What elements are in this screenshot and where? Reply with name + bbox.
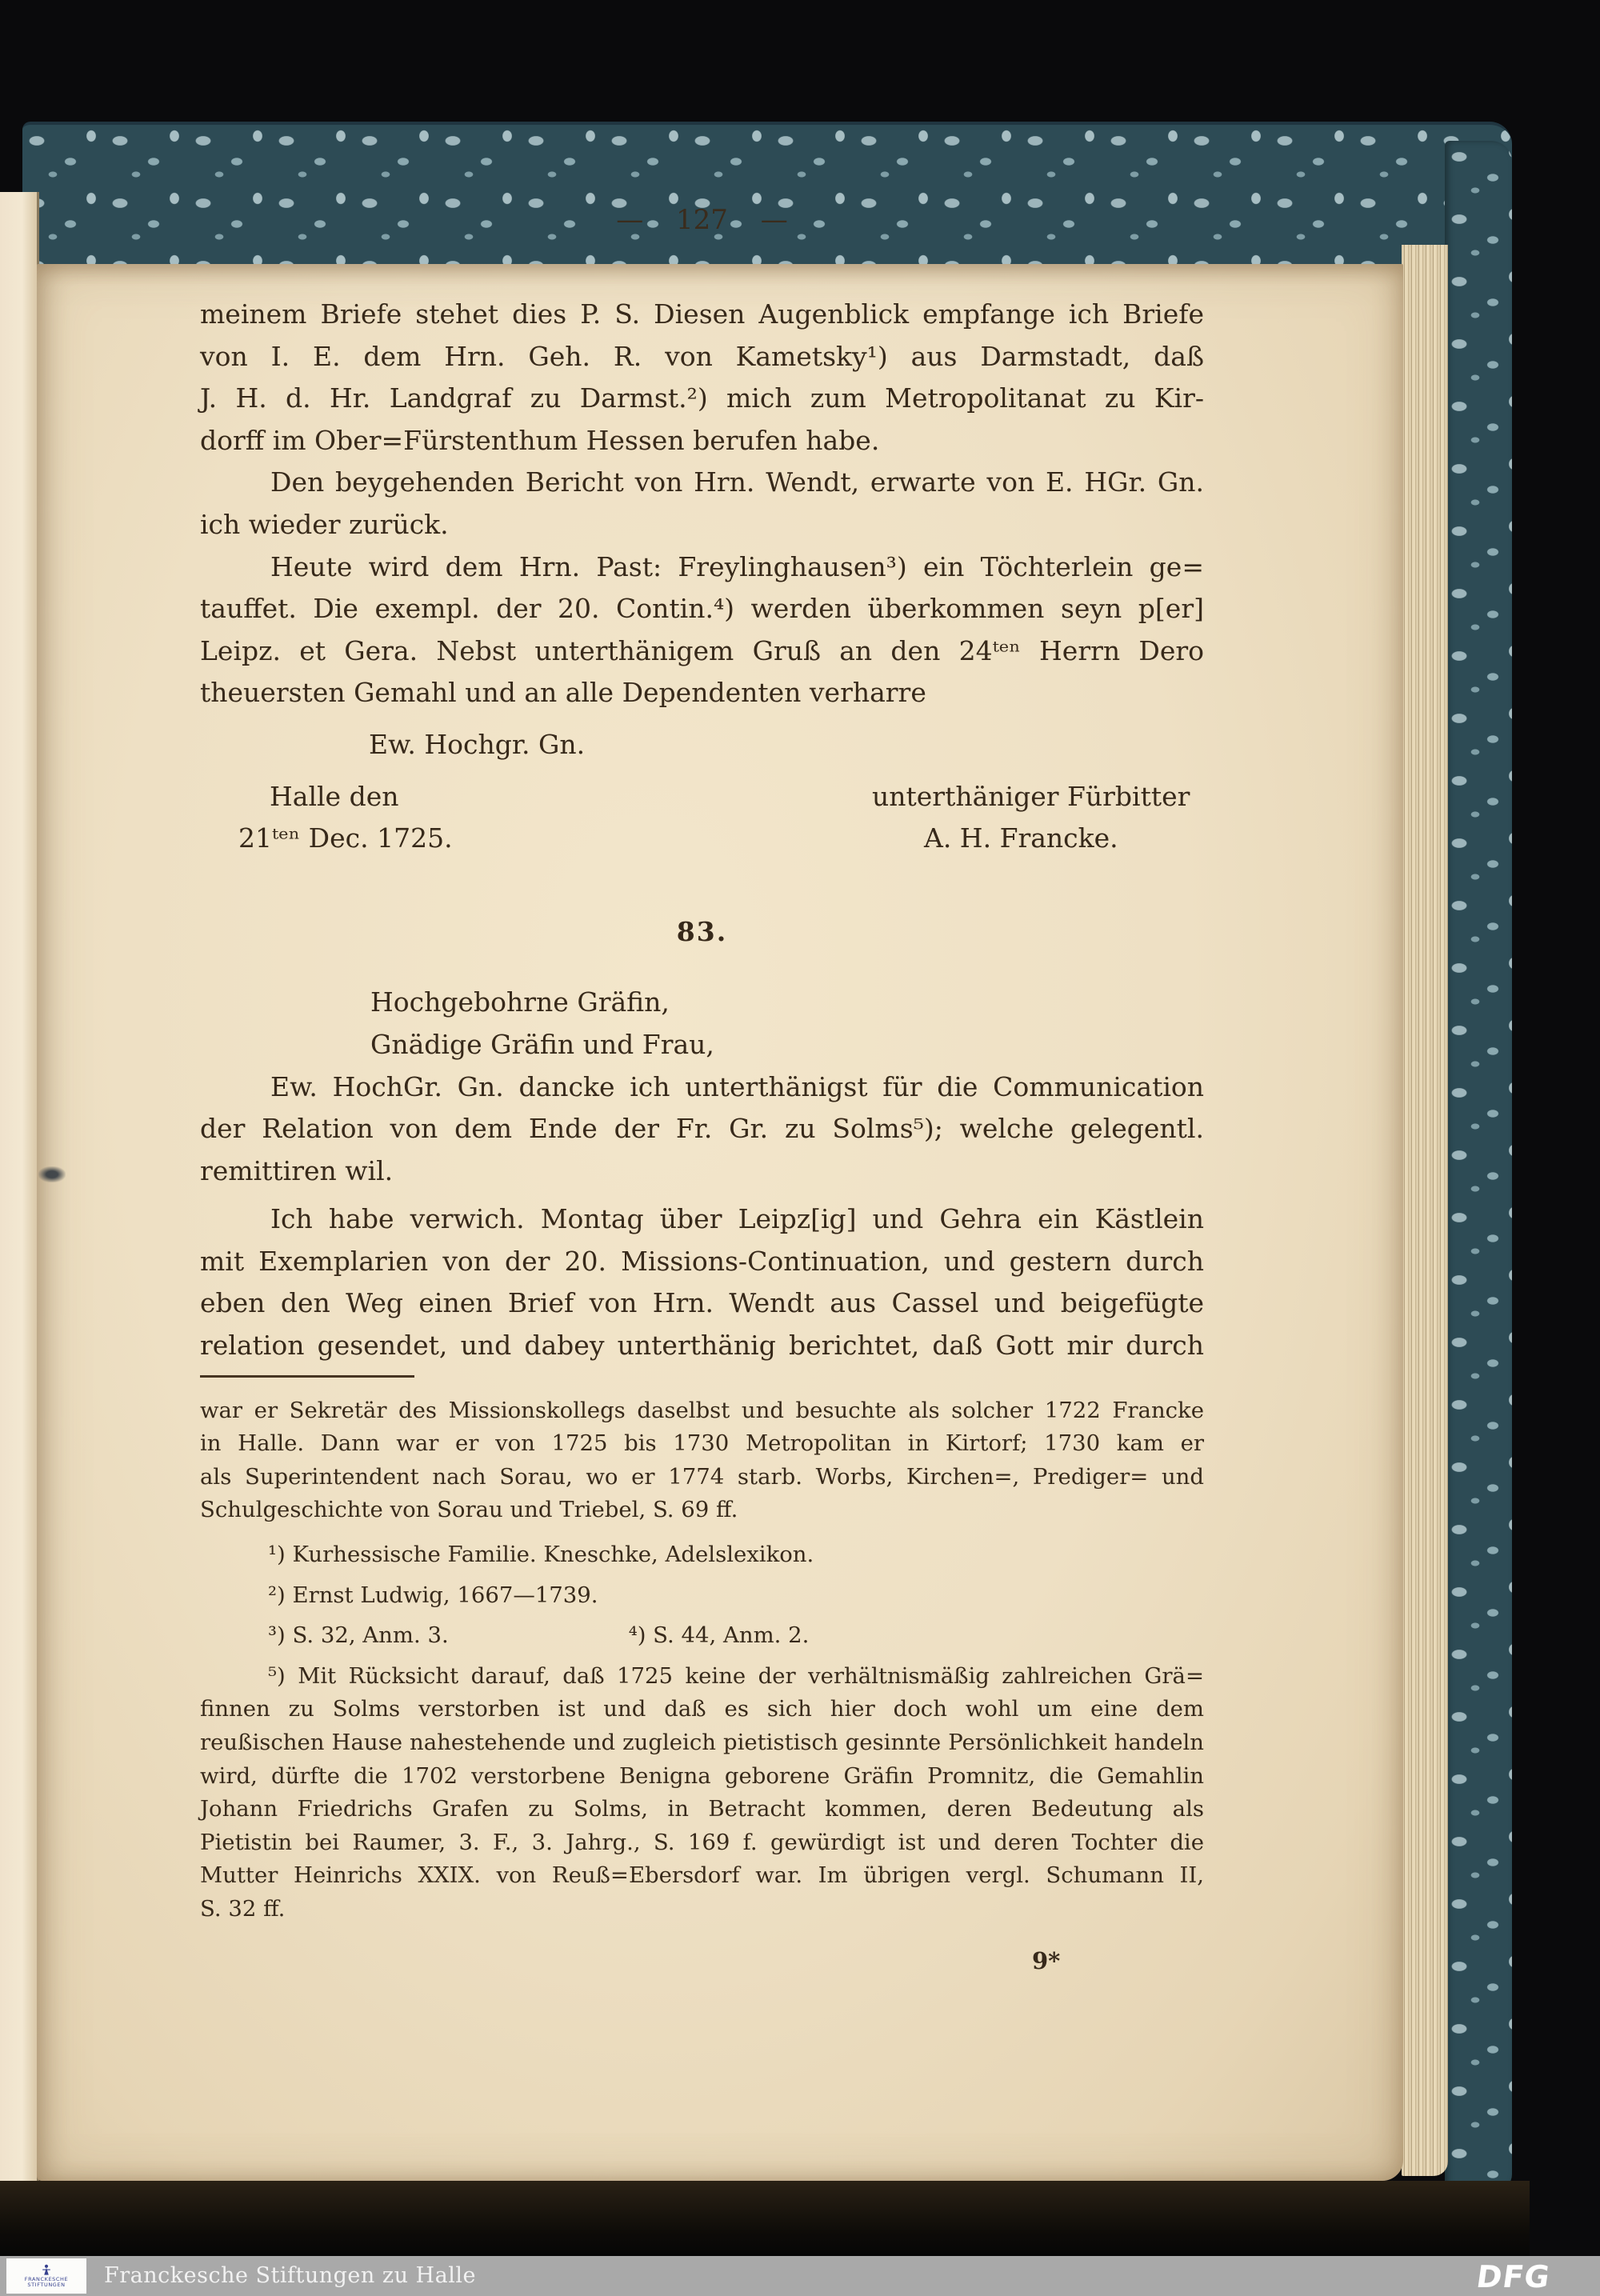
text-line: theuersten Gemahl und an alle Dependenten verharre [200,677,926,709]
footnote-line: war er Sekretär des Missionskollegs daselbst und besuchte als solcher 1722 Francke [200,1397,1204,1423]
footnote-5-line: reußischen Hause nahestehende und zugleich pietistisch gesinnte Persönlichkeit handeln [200,1730,1204,1755]
footnote-2: ²) Ernst Ludwig, 1667—1739. [268,1582,598,1608]
book-fore-edge-pages [1402,245,1448,2176]
page-text-block [200,204,1204,1978]
text-line: ich wieder zurück. [200,508,449,540]
book-cover-right-marbled-edge [1445,141,1512,2190]
franckesche-logo-icon [40,2264,53,2277]
text-line: remittiren wil. [200,1154,394,1186]
footnote-5-line: Mutter Heinrichs XXIX. von Reuß=Ebersdorf war. Im übrigen vergl. Schumann II, [200,1862,1204,1889]
digitization-footer-bar [0,2256,1600,2296]
footnote-5-line: Johann Friedrichs Grafen zu Solms, in Betracht kommen, deren Bedeutung als [200,1796,1204,1822]
text-line: meinem Briefe stehet dies P. S. Diesen Augenblick empfange ich Briefe [200,298,1204,330]
salutation-line: Gnädige Gräfin und Frau, [370,1028,714,1060]
valediction: unterthäniger Fürbitter [872,780,1190,812]
letter-number-heading: 83. [676,915,728,947]
author-signature: A. H. Francke. [924,822,1118,854]
footnote-line: Schulgeschichte von Sorau und Triebel, S. 69 ff. [200,1497,738,1523]
text-line: relation gesendet, und dabey unterthänig berichtet, daß Gott mir durch [200,1330,1204,1362]
text-line: eben den Weg einen Brief von Hrn. Wendt aus Cassel und beigefügte [200,1287,1204,1319]
footnote-4: ⁴) S. 44, Anm. 2. [628,1622,810,1649]
text-line: von I. E. dem Hrn. Geh. R. von Kametsky¹) aus Darmstadt, daß [200,340,1204,372]
footnote-5-line: Pietistin bei Raumer, 3. F., 3. Jahrg., S. 169 f. gewürdigt ist und deren Tochter die [200,1829,1204,1855]
text-line: J. H. d. Hr. Landgraf zu Darmst.²) mich zum Metropolitanat zu Kir- [200,382,1204,414]
footnote-separator-rule [200,1375,414,1378]
text-line: Leipz. et Gera. Nebst unterthänigem Gruß an den 24ᵗᵉⁿ Herrn Dero [200,634,1204,666]
text-line: der Relation von dem Ende der Fr. Gr. zu Solms⁵); welche gelegentl. [200,1113,1204,1145]
text-line: dorff im Ober=Fürstenthum Hessen berufen habe. [200,424,880,456]
dfg-logo: DFG [1474,2259,1554,2294]
text-line: tauffet. Die exempl. der 20. Contin.⁴) werden überkommen seyn p[er] [200,593,1204,625]
logo-text-line: FRANCKESCHE [24,2275,69,2282]
text-line: Ich habe verwich. Montag über Leipz[ig] und Gehra ein Kästlein [270,1203,1204,1235]
text-line: Den beygehenden Bericht von Hrn. Wendt, erwarte von E. HGr. Gn. [270,466,1204,498]
institution-label: Franckesche Stiftungen zu Halle [104,2263,476,2288]
footnote-5-line: ⁵) Mit Rücksicht darauf, daß 1725 keine der verhältnismäßig zahlreichen Grä= [268,1662,1204,1689]
footnote-1: ¹) Kurhessische Familie. Kneschke, Adelslexikon. [268,1542,814,1568]
page-number: — 127 — [616,204,788,236]
ink-smudge [38,1166,66,1182]
footnote-line: in Halle. Dann war er von 1725 bis 1730 Metropolitan in Kirtorf; 1730 kam er [200,1430,1204,1457]
signature-row [200,818,1204,860]
letter-place: Halle den [270,780,399,812]
closing-salutation: Ew. Hochgr. Gn. [369,728,586,760]
letter-date: 21ᵗᵉⁿ Dec. 1725. [238,822,453,854]
text-line: mit Exemplarien von der 20. Missions-Continuation, und gestern durch [200,1245,1204,1277]
printer-signature-mark: 9* [1032,1946,1061,1974]
adjacent-page-sliver [0,192,39,2181]
logo-text-line: STIFTUNGEN [27,2282,66,2288]
footnote-5-line: finnen zu Solms verstorben ist und daß es sich hier doch wohl um eine dem [200,1696,1204,1722]
text-line: Heute wird dem Hrn. Past: Freylinghausen³) ein Töchterlein ge= [270,550,1204,582]
footnote-5-line: S. 32 ff. [200,1895,286,1922]
book-bottom-edge [0,2181,1530,2256]
footnote-line: als Superintendent nach Sorau, wo er 1774 starb. Worbs, Kirchen=, Prediger= und [200,1463,1204,1490]
text-line: Ew. HochGr. Gn. dancke ich unterthänigst für die Communication [270,1070,1204,1102]
footnote-3: ³) S. 32, Anm. 3. [268,1622,449,1649]
footnote-3-4-row [200,1619,1204,1653]
franckesche-stiftungen-logo [6,2258,86,2294]
salutation-line: Hochgebohrne Gräfin, [370,986,670,1018]
footnote-5-line: wird, dürfte die 1702 verstorbene Benigna geborene Gräfin Promnitz, die Gemahlin [200,1762,1204,1789]
signature-row [200,776,1204,818]
